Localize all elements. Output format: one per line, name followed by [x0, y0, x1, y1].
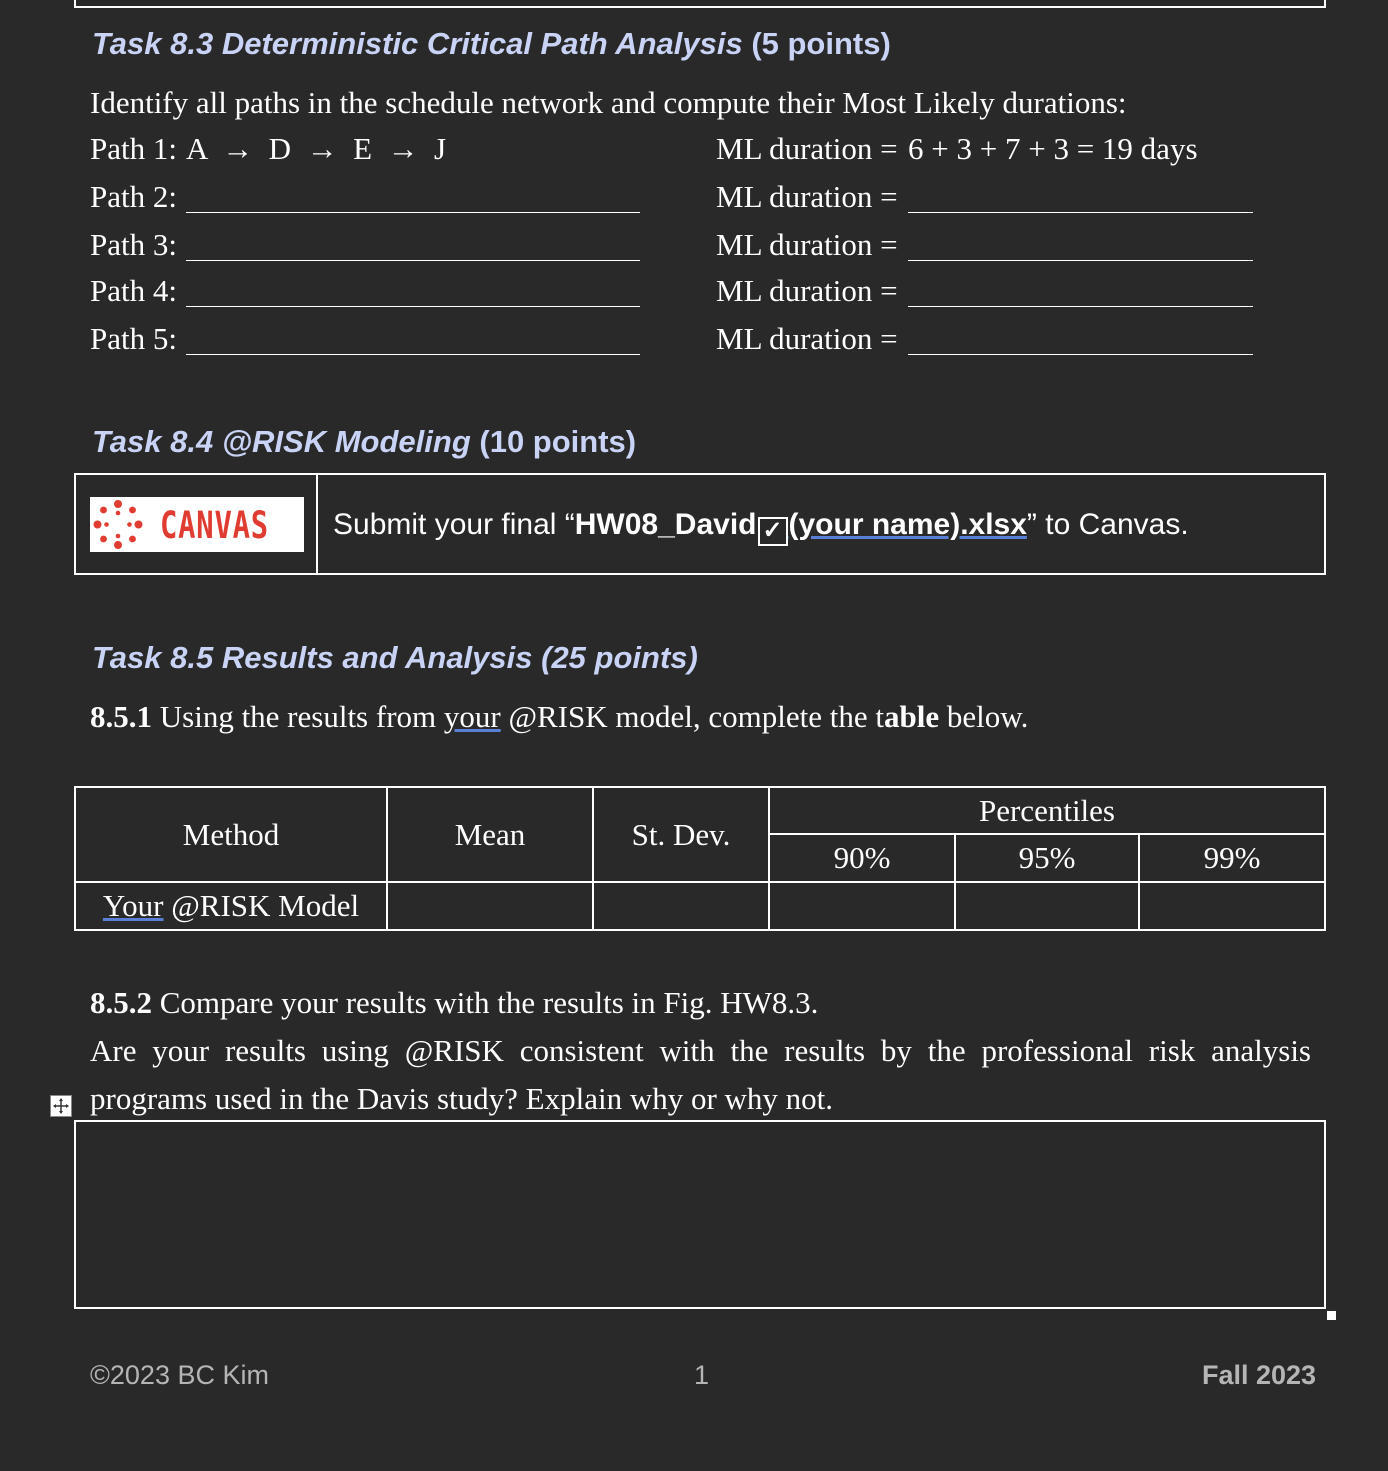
- canvas-logo: [90, 497, 304, 552]
- submit-suffix: ” to Canvas.: [1026, 508, 1189, 541]
- path-label: Path 1:: [90, 131, 177, 166]
- q851-bold: able: [883, 699, 940, 734]
- row-rest: @RISK Model: [163, 888, 360, 923]
- cell-p99[interactable]: [1139, 882, 1325, 930]
- checkbox-icon[interactable]: ✓: [758, 517, 788, 546]
- path-value: A → D → E → J: [186, 131, 447, 166]
- ml-duration-blank[interactable]: [908, 212, 1253, 213]
- footer-page-number: 1: [694, 1360, 710, 1390]
- path-label: Path 5:: [90, 321, 177, 356]
- path-label: Path 2:: [90, 179, 177, 214]
- task83-points: (5 points): [742, 26, 891, 61]
- path-label: Path 3:: [90, 227, 177, 262]
- results-table: [74, 786, 1326, 931]
- header-p99: 99%: [1139, 834, 1325, 882]
- submit-file-b: (your name).xlsx: [788, 508, 1027, 541]
- task85-title: Task 8.5 Results and Analysis (25 points): [92, 640, 698, 675]
- submit-file-a: HW08_David: [574, 508, 757, 541]
- q852-number: 8.5.2: [90, 985, 152, 1020]
- q852-line2: programs used in the Davis study? Explain why or why not.: [90, 1081, 834, 1116]
- task85-heading: [92, 640, 698, 676]
- ml-duration-label: ML duration =: [716, 227, 898, 262]
- footer-term: Fall 2023: [1202, 1360, 1317, 1390]
- task84-title: Task 8.4 @RISK Modeling: [92, 424, 471, 459]
- header-p95: 95%: [955, 834, 1139, 882]
- ml-duration-label: ML duration =: [716, 273, 898, 308]
- header-stdev: St. Dev.: [593, 787, 769, 882]
- ml-duration-blank[interactable]: [908, 306, 1253, 307]
- cell-stdev[interactable]: [593, 882, 769, 930]
- canvas-logo-text: CANVAS: [160, 504, 269, 547]
- q851-text-b: @RISK model, complete the t: [500, 699, 884, 734]
- q851-text-a: Using the results from: [152, 699, 444, 734]
- canvas-box-divider: [316, 473, 318, 575]
- ml-duration-blank[interactable]: [908, 260, 1253, 261]
- row-your: Your: [102, 888, 164, 923]
- submit-instruction: [333, 508, 1189, 546]
- path-blank[interactable]: [186, 260, 640, 261]
- q851-your: your: [443, 699, 501, 734]
- task84-points: (10 points): [470, 424, 637, 459]
- cell-p95[interactable]: [955, 882, 1139, 930]
- header-p90: 90%: [769, 834, 955, 882]
- path-blank[interactable]: [186, 354, 640, 355]
- ml-duration-label: ML duration =: [716, 131, 898, 166]
- previous-box-bottom: [74, 0, 1326, 8]
- header-mean: Mean: [387, 787, 593, 882]
- resize-handle[interactable]: [1327, 1311, 1336, 1320]
- ml-duration-value: 6 + 3 + 7 + 3 = 19 days: [908, 131, 1198, 166]
- table-row: [75, 882, 1325, 930]
- task83-title: Task 8.3 Deterministic Critical Path Analysis: [92, 26, 743, 61]
- question-851: [90, 699, 1028, 735]
- path-blank[interactable]: [186, 212, 640, 213]
- ml-duration-label: ML duration =: [716, 179, 898, 214]
- row-method-cell: [75, 882, 387, 930]
- ml-duration-label: ML duration =: [716, 321, 898, 356]
- q852-text: Compare your results with the results in Fig. HW8.3.: [152, 985, 819, 1020]
- q851-text-c: below.: [939, 699, 1029, 734]
- path-blank[interactable]: [186, 306, 640, 307]
- path-label: Path 4:: [90, 273, 177, 308]
- question-852: [90, 985, 818, 1021]
- submit-prefix: Submit your final “: [333, 508, 575, 541]
- footer-copyright: ©2023 BC Kim: [90, 1360, 269, 1390]
- canvas-logo-icon: [90, 497, 146, 552]
- ml-duration-blank[interactable]: [908, 354, 1253, 355]
- header-method: Method: [75, 787, 387, 882]
- task83-intro: Identify all paths in the schedule network and compute their Most Likely durations:: [90, 85, 1127, 120]
- task83-heading: [92, 26, 891, 62]
- cell-p90[interactable]: [769, 882, 955, 930]
- header-percentiles: Percentiles: [769, 787, 1325, 834]
- answer-box[interactable]: [74, 1120, 1326, 1309]
- cell-mean[interactable]: [387, 882, 593, 930]
- q852-line1: Are your results using @RISK consistent with the results by the professional risk analysis: [90, 1033, 1311, 1068]
- move-handle-icon[interactable]: [50, 1095, 72, 1117]
- q851-number: 8.5.1: [90, 699, 152, 734]
- task84-heading: [92, 424, 636, 460]
